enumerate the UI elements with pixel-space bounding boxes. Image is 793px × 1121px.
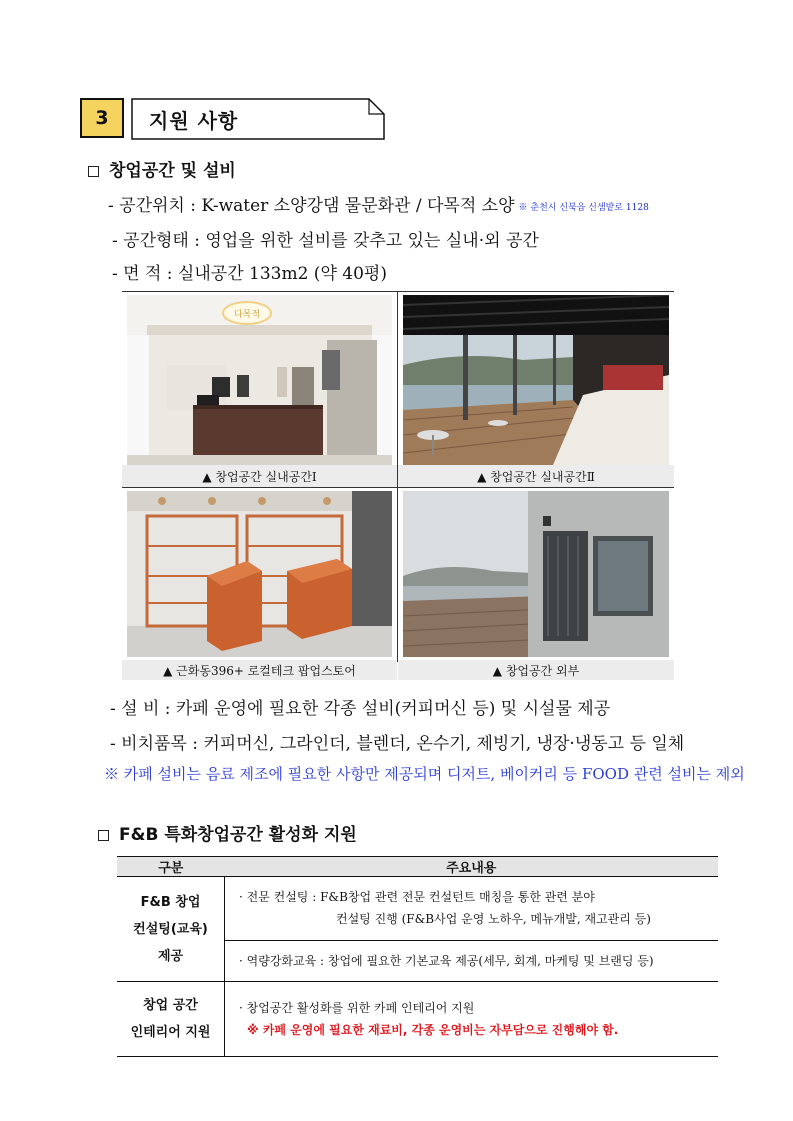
table-row xyxy=(117,982,718,1057)
equipment-line: - 설 비 : 카페 운영에 필요한 각종 설비(커피머신 등) 및 시설물 제공 xyxy=(110,699,611,719)
checkbox-icon xyxy=(98,830,109,841)
location-line xyxy=(108,191,649,216)
photo-interior-1 xyxy=(127,295,392,465)
row2-category-line: 창업 공간 xyxy=(143,998,198,1013)
support-table xyxy=(117,856,718,1057)
row1-item1 xyxy=(225,877,719,941)
checkbox-icon xyxy=(88,166,99,177)
row1-category xyxy=(117,877,225,982)
photo-caption-3: ▲ 근화동396+ 로컬테크 팝업스토어 xyxy=(122,660,397,680)
row2-category xyxy=(117,982,225,1057)
row1-item1-line1: · 전문 컨설팅 : F&B창업 관련 전문 컨설턴트 매칭을 통한 관련 분야 xyxy=(239,890,595,905)
support-heading xyxy=(98,820,357,845)
address-note: ※ 춘천시 신북읍 신샘밭로 1128 xyxy=(518,203,649,213)
row1-item2: · 역량강화교육 : 창업에 필요한 기본교육 제공(세무, 회계, 마케팅 및 브랜딩 등) xyxy=(225,940,719,981)
photo-caption-2: ▲ 창업공간 실내공간Ⅱ xyxy=(398,465,674,487)
photo-interior-2 xyxy=(403,295,669,465)
row2-warning: ※ 카페 운영에 필요한 재료비, 각종 운영비는 자부담으로 진행해야 함. xyxy=(247,1023,619,1037)
row2-content xyxy=(225,982,719,1057)
row1-category-line: 컨설팅(교육) xyxy=(133,921,208,937)
form-line: - 공간형태 : 영업을 위한 설비를 갖추고 있는 실내·외 공간 xyxy=(112,231,539,251)
location-text: - 공간위치 : K-water 소양강댐 물문화관 / 다목적 소양 xyxy=(108,196,515,216)
row1-category-line: 제공 xyxy=(157,948,184,964)
equipment-note: ※ 카페 설비는 음료 제조에 필요한 사항만 제공되며 디저트, 베이커리 등 FOOD 관련 설비는 제외 xyxy=(104,765,745,783)
items-line: - 비치품목 : 커피머신, 그라인더, 블렌더, 온수기, 제빙기, 냉장·냉동고 등 일체 xyxy=(110,734,685,754)
section-title: 지원 사항 xyxy=(149,109,239,133)
row2-category-line: 인테리어 지원 xyxy=(130,1025,211,1040)
cafe-sign-text: 다목적 xyxy=(233,310,261,320)
photo-caption-1: ▲ 창업공간 실내공간Ⅰ xyxy=(122,465,397,487)
photo-popup-store xyxy=(127,491,392,657)
grid-divider-horizontal xyxy=(122,487,674,488)
photo-grid xyxy=(122,291,674,678)
photo-caption-4: ▲ 창업공간 외부 xyxy=(398,660,674,680)
table-header-row xyxy=(117,857,718,877)
section-title-box xyxy=(131,98,385,140)
table-header-content: 주요내용 xyxy=(225,857,719,877)
table-row xyxy=(117,877,718,941)
space-heading xyxy=(88,156,236,181)
section-number: 3 xyxy=(80,98,124,138)
table-header-category: 구분 xyxy=(117,857,225,877)
space-heading-text: 창업공간 및 설비 xyxy=(109,161,236,181)
row1-item1-line2: 컨설팅 진행 (F&B사업 운영 노하우, 메뉴개발, 재고관리 등) xyxy=(336,912,651,927)
photo-exterior xyxy=(403,491,669,657)
support-heading-text: F&B 특화창업공간 활성화 지원 xyxy=(119,825,357,845)
area-line: - 면 적 : 실내공간 133m2 (약 40평) xyxy=(112,264,387,284)
row1-category-line: F&B 창업 xyxy=(140,894,201,910)
row2-item1: · 창업공간 활성화를 위한 카페 인테리어 지원 xyxy=(239,1001,475,1015)
